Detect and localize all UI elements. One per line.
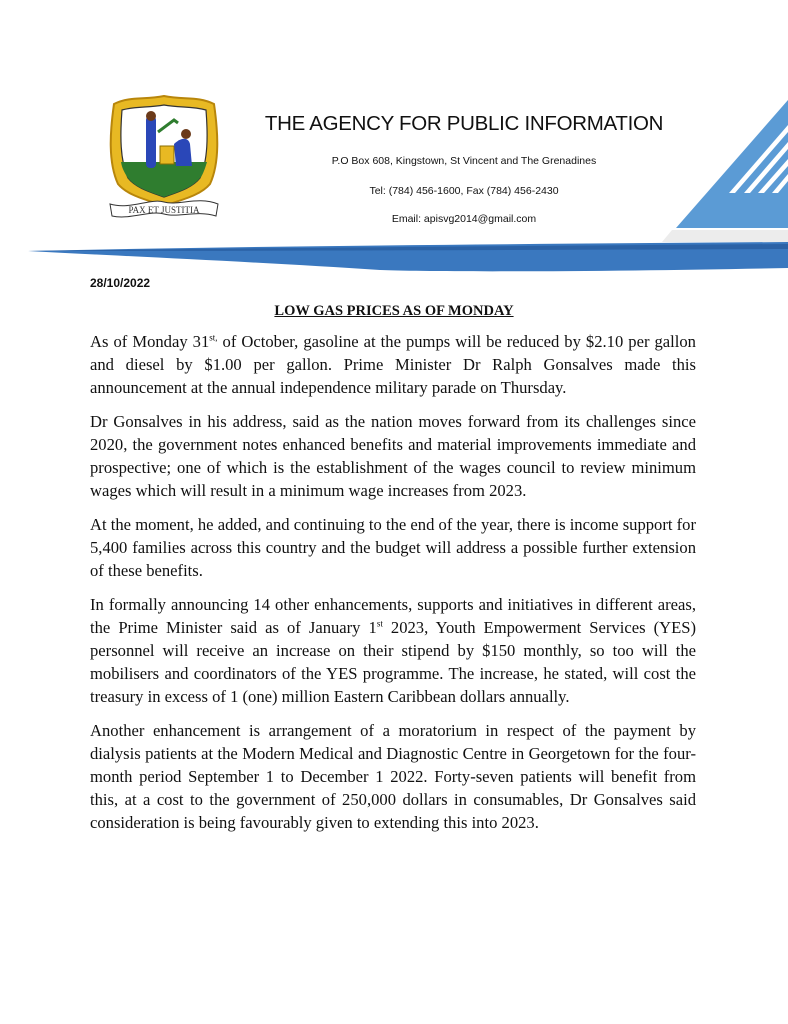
coat-of-arms-icon	[100, 92, 228, 222]
paragraph-4: In formally announcing 14 other enhancements, supports and initiatives in different areas, the Prime Minister said as of January 1st 2023, Youth Empowerment Services (YES) personnel will receive an increase on their stipend by $150 monthly, so too will the mobilisers and coordinators of the YES programme. The increase, he stated, will cost the treasury in excess of 1 (one) million Eastern Caribbean dollars annually.	[90, 595, 696, 706]
phone-fax: Tel: (784) 456-1600, Fax (784) 456-2430	[369, 185, 559, 197]
crest-motto: PAX ET JUSTITIA	[128, 205, 200, 215]
article-body	[90, 330, 696, 845]
agency-title: THE AGENCY FOR PUBLIC INFORMATION	[264, 112, 664, 135]
blue-triangle	[676, 100, 788, 228]
white-stripes	[729, 125, 788, 193]
release-date: 28/10/2022	[90, 276, 151, 290]
paragraph-1: As of Monday $31^{st,}$ of October, gasoline at the pumps will be reduced by $2.10 per gallon and diesel by $1.00 per gallon. Prime Minister Dr Ralph Gonsalves made this announcement at the annual independence military parade on Thursday.	[90, 332, 696, 397]
grey-band	[662, 230, 788, 242]
blue-swoosh	[28, 242, 788, 271]
paragraph-3: At the moment, he added, and continuing to the end of the year, there is income support for 5,400 families across this country and the budget will address a possible further extension of these benefits.	[90, 515, 696, 580]
headline: LOW GAS PRICES AS OF MONDAY	[274, 303, 514, 319]
email: Email: apisvg2014@gmail.com	[391, 213, 537, 225]
address: P.O Box 608, Kingstown, St Vincent and The Grenadines	[331, 155, 597, 167]
paragraph-2: Dr Gonsalves in his address, said as the nation moves forward from its challenges since 2020, the government notes enhanced benefits and material improvements immediate and prospective; one of which is the establishment of the wages council to review minimum wages which will result in a minimum wage increases from 2023.	[90, 412, 696, 500]
paragraph-5: Another enhancement is arrangement of a moratorium in respect of the payment by dialysis patients at the Modern Medical and Diagnostic Centre in Georgetown for the four-month period September 1 to December 1 2022. Forty-seven patients will benefit from this, at a cost to the government of 250,000 dollars in consumables, Dr Gonsalves said consideration is being favourably given to extending this into 2023.	[90, 721, 696, 832]
